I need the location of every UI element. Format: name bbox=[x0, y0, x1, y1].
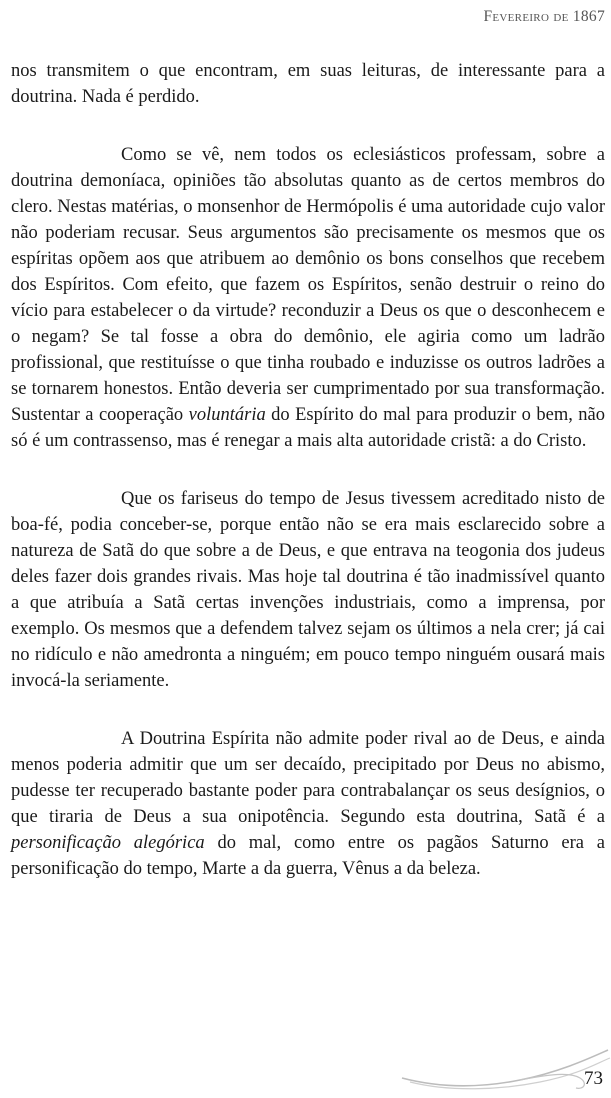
italic-term: voluntária bbox=[188, 405, 266, 425]
paragraph-fariseus: Que os fariseus do tempo de Jesus tivessem acreditado nisto de boa-fé, podia conceber-se, porque então não se era mais esclarecido sobre a natureza de Satã do que sobre a de Deus, e que entrava na teogonia dos judeus deles fazer dois grandes rivais. Mas hoje tal doutrina é tão inadmissível quanto a que atribuía a Satã certas invenções industriais, como a imprensa, por exemplo. Os mesmos que a defendem talvez sejam os últimos a nela crer; já cai no ridículo e não amedronta a ninguém; em pouco tempo ninguém ousará mais invocá-la seriamente. bbox=[11, 489, 605, 691]
paragraph-text: A Doutrina Espírita não admite poder rival ao de Deus, e ainda menos poderia admitir que um ser decaído, precipitado por Deus no abismo, pudesse ter recuperado bastante poder para contrabalançar os seus desígnios, o que tiraria de Deus a sua onipotência. Segundo esta doutrina, Satã é a bbox=[11, 729, 605, 827]
paragraph-eclesiasticos bbox=[11, 142, 605, 454]
paragraph-continuation: nos transmitem o que encontram, em suas leituras, de interessante para a doutrina. Nada é perdido. bbox=[11, 61, 605, 107]
paragraph-text: Como se vê, nem todos os eclesiásticos professam, sobre a doutrina demoníaca, opiniões tão absolutas quanto as de certos membros do clero. Nestas matérias, o monsenhor de Hermópolis é uma autoridade cujo valor não poderiam recusar. Seus argumentos são precisamente os mesmos que os espíritas opõem aos que atribuem ao demônio os bons conselhos que recebem dos Espíritos. Com efeito, que fazem os Espíritos, senão destruir o reino do vício para estabelecer o da virtude? reconduzir a Deus os que o desconhecem e o negam? Se tal fosse a obra do demônio, ele agiria como um ladrão profissional, que restituísse o que tinha roubado e induzisse os outros ladrões a se tornarem honestos. Então deveria ser cumprimentado por sua transformação. Sustentar a cooperação bbox=[11, 145, 605, 425]
running-header: Fevereiro de 1867 bbox=[483, 8, 605, 25]
page-body bbox=[11, 58, 605, 882]
paragraph-doutrina-espirita bbox=[11, 726, 605, 882]
decorative-swirl-ornament bbox=[400, 1044, 611, 1098]
paragraph-text: do Espírito do mal para produzir o bem, não só é um contrassenso, mas é renegar a mais alta autoridade cristã: a do Cristo. bbox=[11, 405, 606, 451]
page-number: 73 bbox=[584, 1068, 603, 1089]
paragraph-text: do mal, como entre os pagãos Saturno era a personificação do tempo, Marte a da guerra, Vênus a da beleza. bbox=[11, 833, 606, 879]
italic-term: personificação alegórica bbox=[11, 833, 205, 853]
